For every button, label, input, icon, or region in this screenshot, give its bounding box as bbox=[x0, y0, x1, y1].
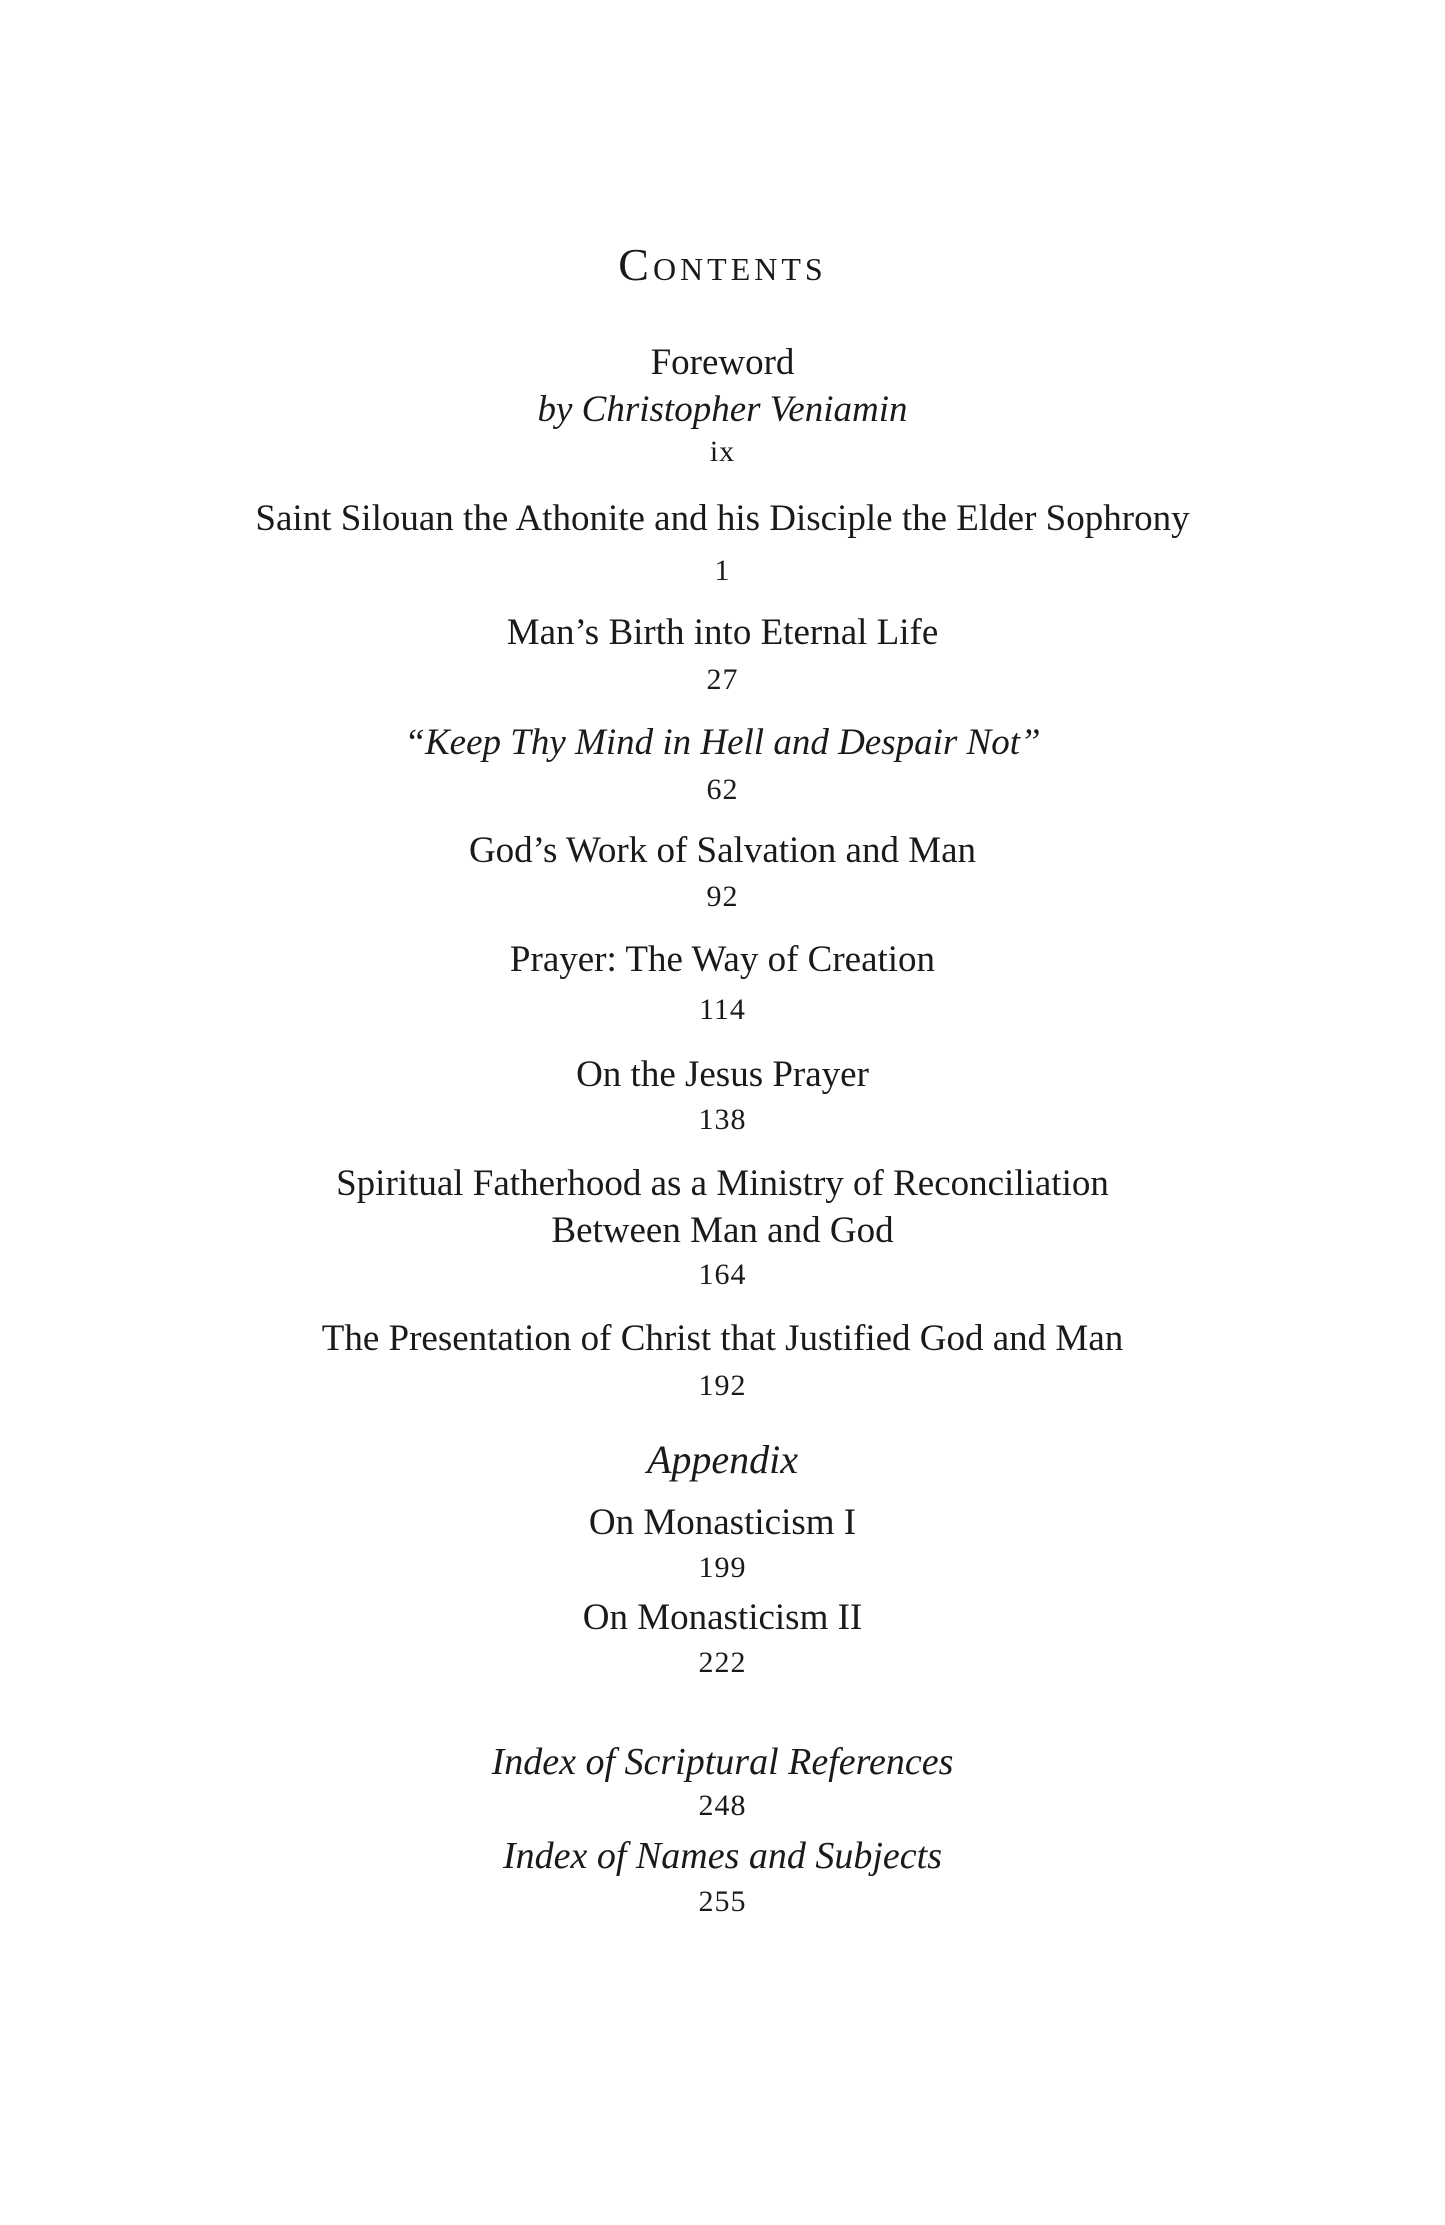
index-title-scriptural-references: Index of Scriptural References bbox=[491, 1741, 954, 1783]
entry-title-prayer: Prayer: The Way of Creation bbox=[509, 939, 936, 980]
entry-title-monasticism-2: On Monasticism II bbox=[582, 1597, 863, 1638]
entry-page-keep-thy-mind: 62 bbox=[706, 773, 739, 806]
entry-page-prayer: 114 bbox=[699, 993, 746, 1026]
entry-page-jesus-prayer: 138 bbox=[698, 1103, 747, 1136]
entry-page-presentation: 192 bbox=[698, 1369, 747, 1402]
index-page-names-and-subjects: 255 bbox=[698, 1885, 747, 1918]
entry-page-saint-silouan: 1 bbox=[714, 554, 731, 587]
entry-page-gods-work: 92 bbox=[706, 880, 739, 913]
entry-title-foreword: Foreword bbox=[650, 342, 795, 383]
entry-page-foreword: ix bbox=[709, 435, 736, 468]
entry-page-spiritual-fatherhood: 164 bbox=[698, 1258, 747, 1291]
appendix-heading: Appendix bbox=[646, 1437, 799, 1482]
entry-subtitle-foreword: by Christopher Veniamin bbox=[537, 389, 908, 430]
entry-title-gods-work: God’s Work of Salvation and Man bbox=[468, 830, 977, 871]
entry-title-saint-silouan: Saint Silouan the Athonite and his Disciple the Elder Sophrony bbox=[255, 498, 1190, 539]
entry-page-monasticism-1: 199 bbox=[698, 1551, 747, 1584]
entry-page-monasticism-2: 222 bbox=[698, 1646, 747, 1679]
page-heading: Contents bbox=[618, 239, 827, 290]
entry-page-mans-birth: 27 bbox=[706, 663, 739, 696]
entry-title-spiritual-fatherhood-line1: Spiritual Fatherhood as a Ministry of Reconciliation bbox=[336, 1163, 1109, 1204]
index-title-names-and-subjects: Index of Names and Subjects bbox=[502, 1835, 943, 1877]
index-page-scriptural-references: 248 bbox=[698, 1789, 747, 1822]
entry-title-jesus-prayer: On the Jesus Prayer bbox=[576, 1054, 869, 1095]
entry-title-presentation: The Presentation of Christ that Justified God and Man bbox=[321, 1318, 1124, 1359]
entry-title-keep-thy-mind: “Keep Thy Mind in Hell and Despair Not” bbox=[404, 722, 1041, 763]
entry-title-monasticism-1: On Monasticism I bbox=[588, 1502, 857, 1543]
entry-title-spiritual-fatherhood-line2: Between Man and God bbox=[551, 1210, 894, 1251]
entry-title-mans-birth: Man’s Birth into Eternal Life bbox=[506, 612, 939, 653]
